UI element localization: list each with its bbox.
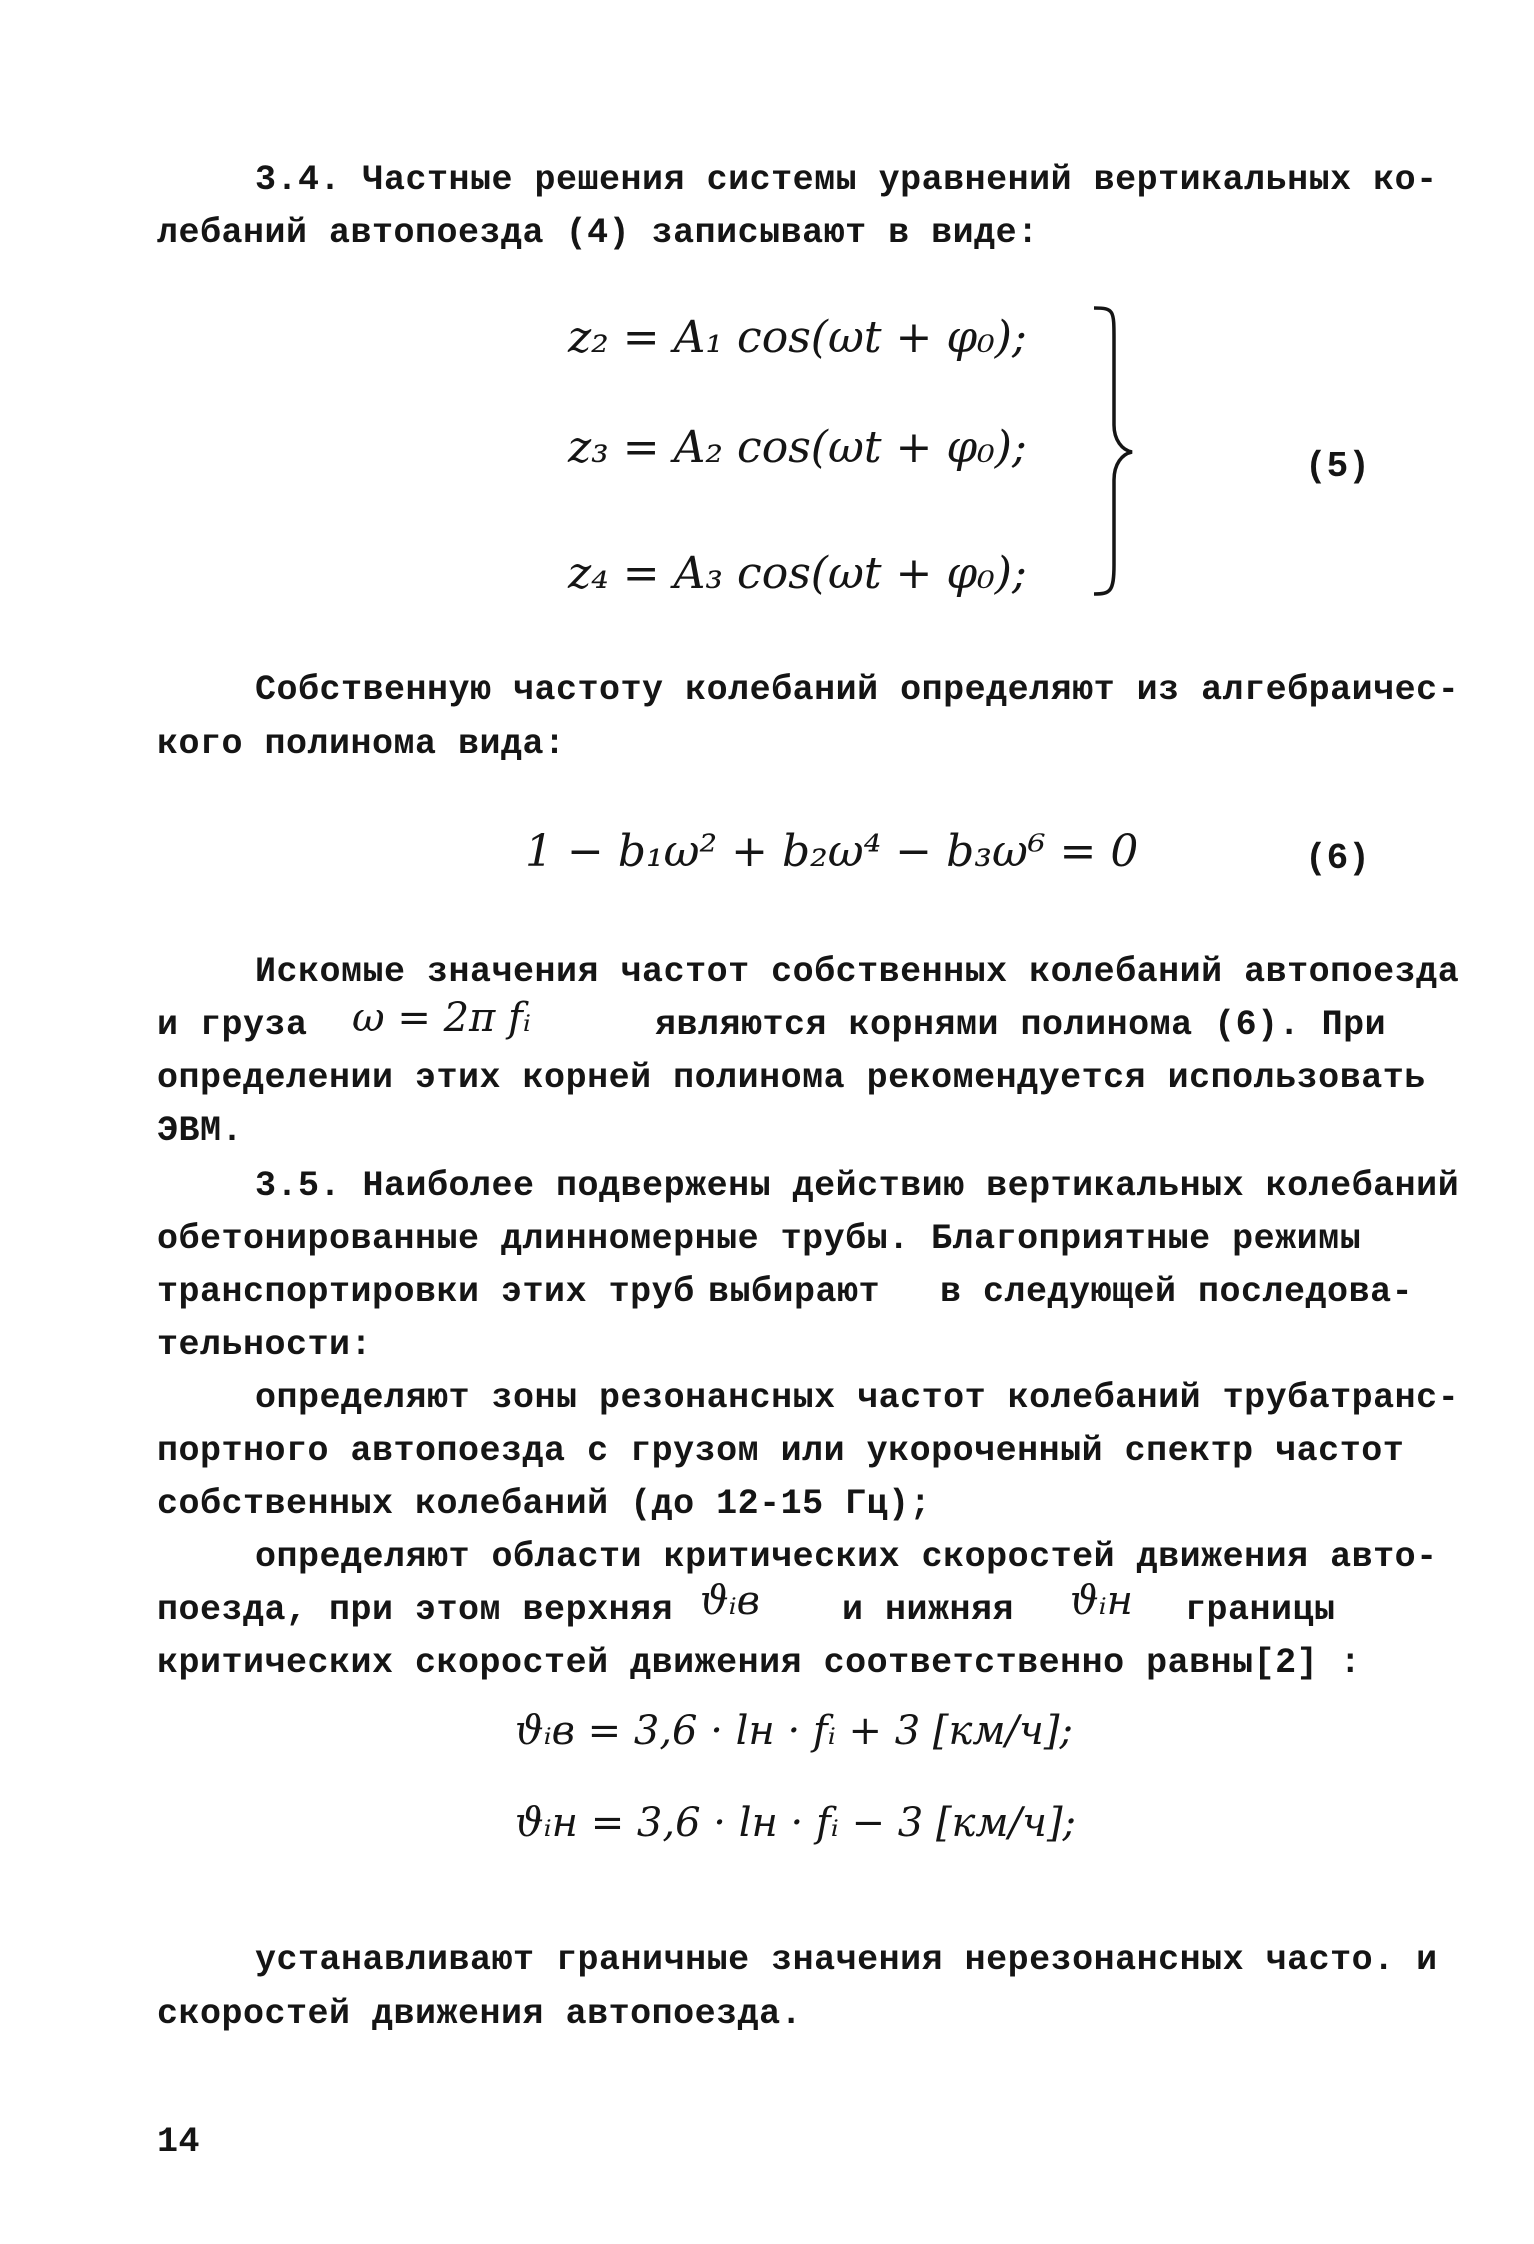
sought-values-line-3: определении этих корней полинома рекомендуется использовать xyxy=(157,1058,1426,1098)
section-3-4-line-2: лебаний автопоезда (4) записывают в виде: xyxy=(157,213,1039,253)
upper-speed-formula: ϑᵢв = 3,6 · lн · fᵢ + 3 [км/ч]; xyxy=(515,1708,1073,1754)
equation-5-number: (5) xyxy=(1305,446,1370,487)
section-3-5-line-3a: транспортировки этих труб xyxy=(157,1272,695,1312)
own-frequency-line-1: Собственную частоту колебаний определяют из алгебраичес- xyxy=(255,670,1460,710)
equation-5-3: z₄ = A₃ cos(ωt + φ₀); xyxy=(568,548,1027,599)
equation-5-1: z₂ = A₁ cos(ωt + φ₀); xyxy=(568,312,1027,363)
equation-5-2: z₃ = A₂ cos(ωt + φ₀); xyxy=(568,422,1027,473)
item-2-line-2b: и нижняя xyxy=(842,1590,1015,1630)
sought-values-line-2a: и груза xyxy=(157,1005,308,1045)
section-3-5-line-4: тельности: xyxy=(157,1325,373,1365)
section-3-5-line-3c: в следующей последова- xyxy=(940,1272,1414,1312)
section-3-5-line-1: 3.5. Наиболее подвержены действию вертикальных колебаний xyxy=(255,1166,1460,1206)
section-3-5-line-3b: выбирают xyxy=(708,1272,881,1312)
upper-speed-symbol: ϑᵢв xyxy=(700,1578,760,1624)
lower-speed-symbol: ϑᵢн xyxy=(1070,1578,1133,1624)
equation-6: 1 − b₁ω² + b₂ω⁴ − b₃ω⁶ = 0 xyxy=(525,826,1139,877)
item-1-line-1: определяют зоны резонансных частот колебаний трубатранс- xyxy=(255,1378,1460,1418)
page-number: 14 xyxy=(157,2122,201,2162)
section-3-4-line-1: 3.4. Частные решения системы уравнений вертикальных ко- xyxy=(255,160,1438,200)
item-2-line-2c: границы xyxy=(1185,1590,1336,1630)
right-brace-icon xyxy=(1088,300,1148,600)
sought-values-line-1: Искомые значения частот собственных колебаний автопоезда xyxy=(255,952,1460,992)
omega-formula: ω = 2π fᵢ xyxy=(352,995,531,1041)
item-2-line-1: определяют области критических скоростей движения авто- xyxy=(255,1537,1438,1577)
item-3-line-1: устанавливают граничные значения нерезонансных часто. и xyxy=(255,1940,1438,1980)
lower-speed-formula: ϑᵢн = 3,6 · lн · fᵢ − 3 [км/ч]; xyxy=(515,1800,1077,1846)
own-frequency-line-2: кого полинома вида: xyxy=(157,724,566,764)
sought-values-line-4: ЭВМ. xyxy=(157,1111,244,1151)
sought-values-line-2b: являются корнями полинома (6). При xyxy=(655,1005,1387,1045)
item-3-line-2: скоростей движения автопоезда. xyxy=(157,1994,803,2034)
equation-6-number: (6) xyxy=(1305,838,1370,879)
section-3-5-line-2: обетонированные длинномерные трубы. Благоприятные режимы xyxy=(157,1219,1362,1259)
item-1-line-3: собственных колебаний (до 12-15 Гц); xyxy=(157,1484,932,1524)
item-2-line-2a: поезда, при этом верхняя xyxy=(157,1590,674,1630)
item-1-line-2: портного автопоезда с грузом или укороченный спектр частот xyxy=(157,1431,1405,1471)
item-2-line-3: критических скоростей движения соответственно равны[2] : xyxy=(157,1643,1362,1683)
